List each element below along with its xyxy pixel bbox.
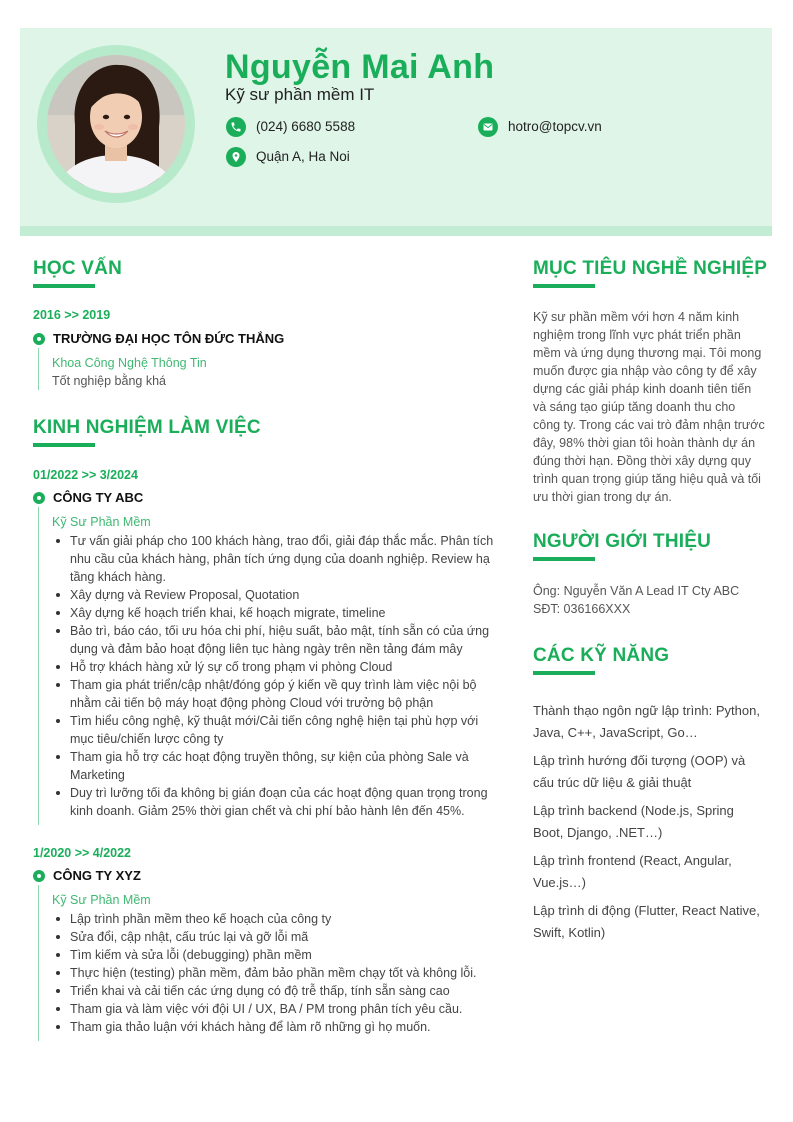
candidate-title: Kỹ sư phần mềm IT bbox=[225, 85, 375, 104]
objective-text: Kỹ sư phần mềm với hơn 4 năm kinh nghiệm trong lĩnh vực phát triển phần mềm và ứng dụng thương mại. Tôi mong muốn được gia nhập vào công ty để xây dựng các giải pháp kinh doanh tiên tiến và sáng tạo giúp tăng doanh thu cho công ty. Trong các vai trò đảm nhận trước đây, 98% thời gian tôi hoàn thành dự án đúng thời hạn. Đồng thời xây dựng quy trình quan trọng giúp tăng hiệu quả và tối ưu thời gian trong dự án. bbox=[533, 310, 765, 504]
avatar bbox=[47, 55, 185, 193]
skill-item: Lập trình di động (Flutter, React Native, Swift, Kotlin) bbox=[533, 903, 760, 940]
company-name: CÔNG TY ABC bbox=[53, 490, 144, 505]
task-item: Bảo trì, báo cáo, tối ưu hóa chi phí, hiệu suất, bảo mật, tính sẵn có của ứng dụng và đảm bảo hoạt động liên tục hàng ngày trên nền tảng đám mây bbox=[52, 622, 504, 658]
reference-name: Ông: Nguyễn Văn A Lead IT Cty ABC bbox=[533, 584, 740, 598]
circle-bullet-icon bbox=[33, 492, 45, 504]
task-item: Tham gia thảo luận với khách hàng để làm rõ những gì họ muốn. bbox=[52, 1018, 504, 1036]
school-name: TRƯỜNG ĐẠI HỌC TÔN ĐỨC THẮNG bbox=[53, 331, 285, 346]
education-underline bbox=[33, 284, 95, 288]
skills-heading: CÁC KỸ NĂNG bbox=[533, 645, 670, 666]
skill-item: Lập trình backend (Node.js, Spring Boot, Django, .NET…) bbox=[533, 803, 734, 840]
experience-underline bbox=[33, 443, 95, 447]
experience-heading: KINH NGHIỆM LÀM VIỆC bbox=[33, 417, 261, 438]
faculty: Khoa Công Nghệ Thông Tin bbox=[52, 356, 207, 370]
task-item: Xây dựng kế hoạch triển khai, kế hoạch migrate, timeline bbox=[52, 604, 504, 622]
references-underline bbox=[533, 557, 595, 561]
timeline-line bbox=[38, 885, 39, 1041]
skill-item: Thành thạo ngôn ngữ lập trình: Python, Java, C++, JavaScript, Go… bbox=[533, 703, 760, 740]
task-item: Tìm hiểu công nghệ, kỹ thuật mới/Cải tiến công nghệ hiện tại phù hợp với mục tiêu/chiến lược công ty bbox=[52, 712, 504, 748]
education-date: 2016 >> 2019 bbox=[33, 308, 111, 322]
circle-bullet-icon bbox=[33, 870, 45, 882]
job-task-list bbox=[52, 910, 504, 1036]
skill-item: Lập trình hướng đối tượng (OOP) và cấu trúc dữ liệu & giải thuật bbox=[533, 753, 746, 790]
circle-bullet-icon bbox=[33, 333, 45, 345]
job-company-row bbox=[33, 490, 143, 505]
objective-heading: MỤC TIÊU NGHỀ NGHIỆP bbox=[533, 258, 768, 279]
education-heading: HỌC VẤN bbox=[33, 258, 123, 279]
address: Quận A, Ha Noi bbox=[256, 149, 350, 164]
company-name: CÔNG TY XYZ bbox=[53, 868, 141, 883]
phone-icon bbox=[226, 117, 246, 137]
task-item: Tham gia hỗ trợ các hoạt động truyền thông, sự kiện của phòng Sale và Marketing bbox=[52, 748, 504, 784]
task-item: Thực hiện (testing) phần mềm, đảm bảo phần mềm chạy tốt và không lỗi. bbox=[52, 964, 504, 982]
job-task-list bbox=[52, 532, 504, 820]
skills-underline bbox=[533, 671, 595, 675]
email-address[interactable]: hotro@topcv.vn bbox=[508, 119, 602, 134]
task-item: Tư vấn giải pháp cho 100 khách hàng, trao đổi, giải đáp thắc mắc. Phân tích nhu cầu của khách hàng, phân tích ứng dụng của doanh nghiệp. Review hạ tầng khách hàng. bbox=[52, 532, 504, 586]
task-item: Triển khai và cải tiến các ứng dụng có độ trễ thấp, tính sẵn sàng cao bbox=[52, 982, 504, 1000]
job-company-row bbox=[33, 868, 141, 883]
education-school-row bbox=[33, 331, 284, 346]
task-item: Lập trình phần mềm theo kế hoạch của công ty bbox=[52, 910, 504, 928]
portrait-photo bbox=[47, 55, 185, 193]
reference-phone: SĐT: 036166XXX bbox=[533, 602, 631, 616]
task-item: Sửa đổi, cập nhật, cấu trúc lại và gỡ lỗi mã bbox=[52, 928, 504, 946]
skill-item: Lập trình frontend (React, Angular, Vue.js…) bbox=[533, 853, 732, 890]
task-item: Xây dựng và Review Proposal, Quotation bbox=[52, 586, 504, 604]
task-item: Hỗ trợ khách hàng xử lý sự cố trong phạm vi phòng Cloud bbox=[52, 658, 504, 676]
objective-underline bbox=[533, 284, 595, 288]
email-icon bbox=[478, 117, 498, 137]
header-divider bbox=[20, 226, 772, 236]
timeline-line bbox=[38, 348, 39, 390]
job-date: 01/2022 >> 3/2024 bbox=[33, 468, 138, 482]
location-icon bbox=[226, 147, 246, 167]
task-item: Tìm kiếm và sửa lỗi (debugging) phần mềm bbox=[52, 946, 504, 964]
graduation-result: Tốt nghiệp bằng khá bbox=[52, 374, 166, 388]
task-item: Tham gia và làm việc với đội UI / UX, BA / PM trong phân tích yêu cầu. bbox=[52, 1000, 504, 1018]
timeline-line bbox=[38, 507, 39, 825]
job-role: Kỹ Sư Phần Mềm bbox=[52, 893, 151, 907]
task-item: Duy trì lưỡng tối đa không bị gián đoạn của các hoạt động quan trọng trong kinh doanh. Giảm 25% thời gian chết và chi phí bảo hành lên đến 45%. bbox=[52, 784, 504, 820]
task-item: Tham gia phát triển/cập nhật/đóng góp ý kiến về quy trình làm việc nội bộ nhằm cải tiến bộ máy hoạt động phòng Cloud với trưởng bộ phận bbox=[52, 676, 504, 712]
job-role: Kỹ Sư Phần Mềm bbox=[52, 515, 151, 529]
candidate-name: Nguyễn Mai Anh bbox=[225, 48, 495, 86]
references-heading: NGƯỜI GIỚI THIỆU bbox=[533, 531, 712, 552]
phone-number: (024) 6680 5588 bbox=[256, 119, 356, 134]
job-date: 1/2020 >> 4/2022 bbox=[33, 846, 132, 860]
